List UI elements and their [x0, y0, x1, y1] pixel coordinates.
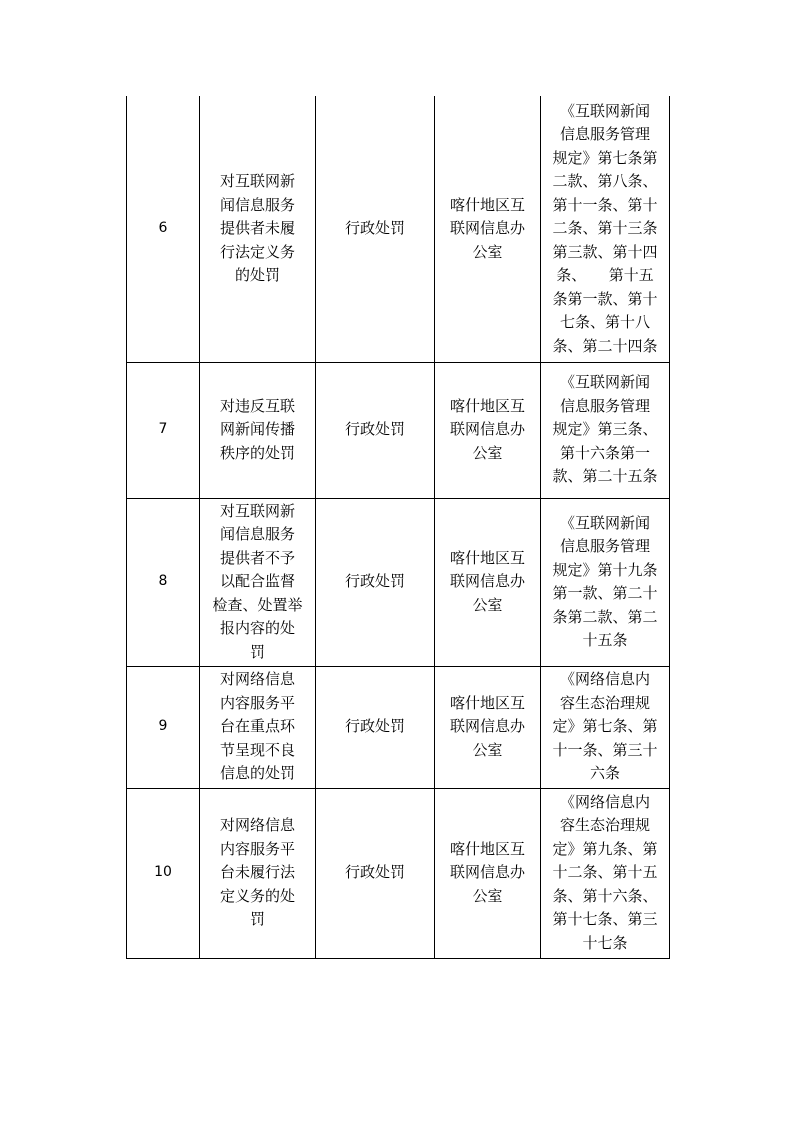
item-type: 行政处罚: [316, 788, 435, 958]
item-name: 对互联网新 闻信息服务 提供者不予 以配合监督 检查、处置举 报内容的处 罚: [200, 498, 316, 666]
implementing-agency: 喀什地区互 联网信息办 公室: [435, 96, 541, 362]
legal-basis: 《网络信息内 容生态治理规 定》第七条、第 十一条、第三十 六条: [541, 666, 670, 788]
legal-basis: 《网络信息内 容生态治理规 定》第九条、第 十二条、第十五 条、第十六条、 第十七条、第三 十七条: [541, 788, 670, 958]
item-type: 行政处罚: [316, 96, 435, 362]
item-type: 行政处罚: [316, 666, 435, 788]
table-row: [127, 96, 670, 362]
table-row: [127, 788, 670, 958]
implementing-agency: 喀什地区互 联网信息办 公室: [435, 498, 541, 666]
row-number: 10: [127, 788, 200, 958]
row-number: 6: [127, 96, 200, 362]
row-number: 8: [127, 498, 200, 666]
item-type: 行政处罚: [316, 362, 435, 498]
table-row: [127, 666, 670, 788]
table-row: [127, 362, 670, 498]
item-name: 对网络信息 内容服务平 台未履行法 定义务的处 罚: [200, 788, 316, 958]
item-type: 行政处罚: [316, 498, 435, 666]
legal-basis: 《互联网新闻 信息服务管理 规定》第十九条 第一款、第二十 条第二款、第二 十五条: [541, 498, 670, 666]
item-name: 对互联网新 闻信息服务 提供者未履 行法定义务 的处罚: [200, 96, 316, 362]
legal-basis: 《互联网新闻 信息服务管理 规定》第三条、 第十六条第一 款、第二十五条: [541, 362, 670, 498]
row-number: 9: [127, 666, 200, 788]
penalty-items-table: [126, 96, 670, 959]
implementing-agency: 喀什地区互 联网信息办 公室: [435, 788, 541, 958]
implementing-agency: 喀什地区互 联网信息办 公室: [435, 362, 541, 498]
item-name: 对网络信息 内容服务平 台在重点环 节呈现不良 信息的处罚: [200, 666, 316, 788]
item-name: 对违反互联 网新闻传播 秩序的处罚: [200, 362, 316, 498]
implementing-agency: 喀什地区互 联网信息办 公室: [435, 666, 541, 788]
table-row: [127, 498, 670, 666]
row-number: 7: [127, 362, 200, 498]
legal-basis: 《互联网新闻 信息服务管理 规定》第七条第 二款、第八条、 第十一条、第十 二条、第十三条 第三款、第十四 条、 第十五 条第一款、第十 七条、第十八 条、第二十四条: [541, 96, 670, 362]
